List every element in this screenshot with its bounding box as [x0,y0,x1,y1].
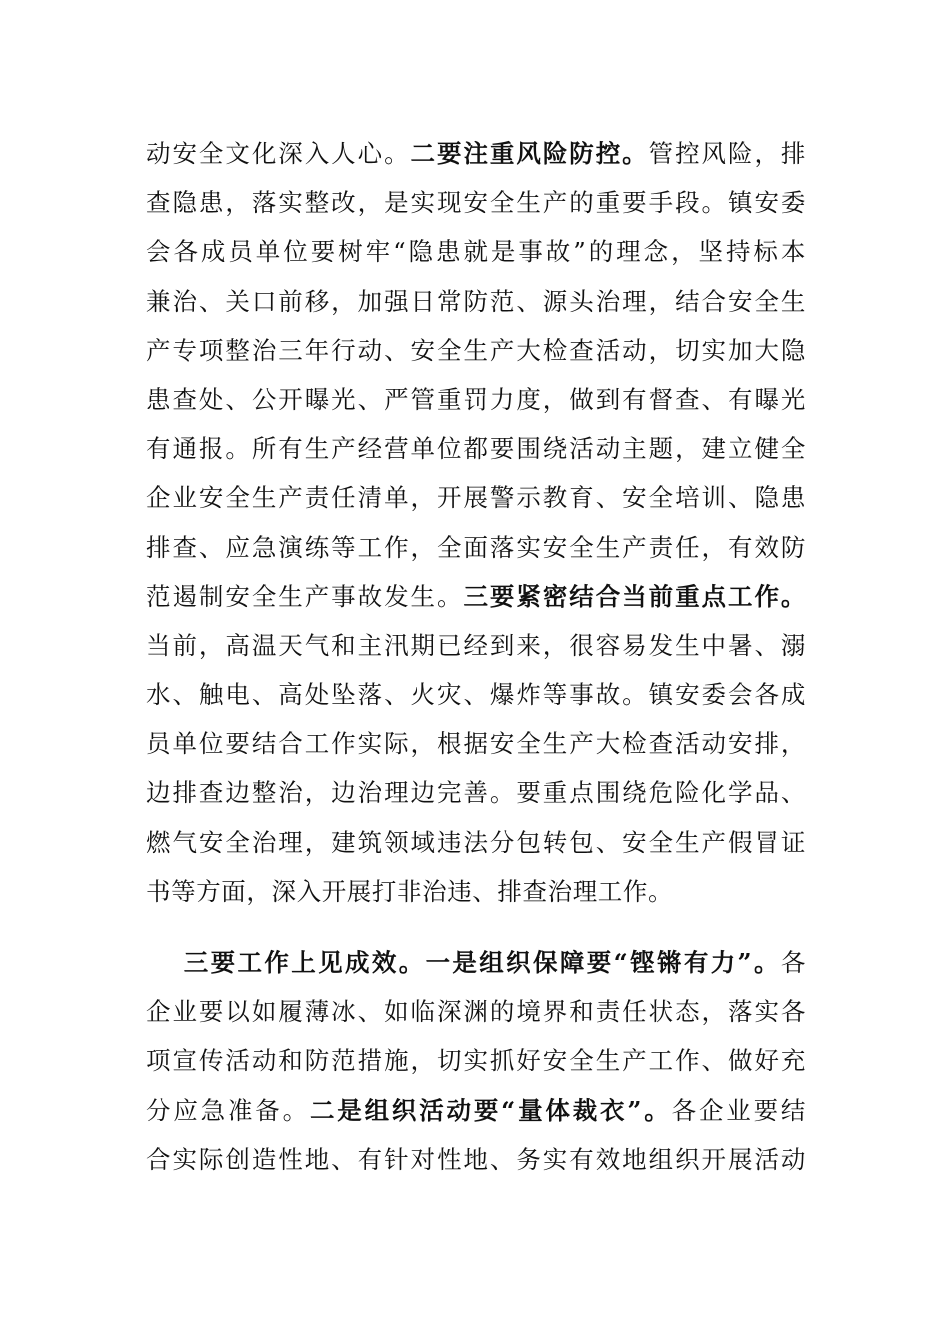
body-text: 有通报。所有生产经营单位都要围绕活动主题，建立健全 [146,434,806,464]
bold-heading-text: 二要注重风险防控。 [410,139,649,168]
text-line [146,987,806,1036]
text-line [146,277,806,326]
text-line [146,178,806,227]
body-text: 燃气安全治理，建筑领域违法分包转包、安全生产假冒证 [146,827,806,857]
text-line [146,424,806,473]
text-line [146,523,806,572]
body-text: 水、触电、高处坠落、火灾、爆炸等事故。镇安委会各成 [146,680,806,710]
text-line [146,1135,806,1184]
body-text: 企业安全生产责任清单，开展警示教育、安全培训、隐患 [146,483,806,513]
text-line [146,1086,806,1135]
body-text: 范遏制安全生产事故发生。 [146,581,464,611]
body-text: 企业要以如履薄冰、如临深渊的境界和责任状态，落实各 [146,997,806,1027]
text-line [146,375,806,424]
body-text: 会各成员单位要树牢“隐患就是事故”的理念，坚持标本 [146,237,806,267]
text-line [146,227,806,276]
paragraph-risk-control [146,129,806,916]
body-text: 管控风险，排 [648,139,806,168]
text-line [146,768,806,817]
body-text: 员单位要结合工作实际，根据安全生产大检查活动安排， [146,729,806,759]
body-text: 合实际创造性地、有针对性地、务实有效地组织开展活动 [146,1144,806,1174]
text-line [146,129,806,178]
text-line [146,572,806,621]
body-text: 各 [780,948,806,977]
body-text: 分应急准备。 [146,1095,310,1125]
body-text: 书等方面，深入开展打非治违、排查治理工作。 [146,876,674,906]
text-line [146,473,806,522]
text-line [146,1036,806,1085]
body-text: 产专项整治三年行动、安全生产大检查活动，切实加大隐 [146,335,806,365]
body-text: 当前，高温天气和主汛期已经到来，很容易发生中暑、溺 [146,630,806,660]
text-line [146,621,806,670]
bold-heading-text: 二是组织活动要“量体裁衣”。 [309,1095,672,1125]
text-line [146,867,806,916]
body-text: 项宣传活动和防范措施，切实抓好安全生产工作、做好充 [146,1046,806,1076]
body-text: 患查处、公开曝光、严管重罚力度，做到有督查、有曝光 [146,384,806,414]
bold-heading-text: 三要紧密结合当前重点工作。 [463,581,806,611]
text-line [146,938,806,987]
text-line [146,719,806,768]
body-text: 排查、应急演练等工作，全面落实安全生产责任，有效防 [146,532,806,562]
text-line [146,818,806,867]
text-line [146,670,806,719]
body-text: 兼治、关口前移，加强日常防范、源头治理，结合安全生 [146,286,806,316]
bold-heading-text: 三要工作上见成效。一是组织保障要“铿锵有力”。 [182,948,781,977]
body-text: 查隐患，落实整改，是实现安全生产的重要手段。镇安委 [146,188,806,218]
body-text: 边排查边整治，边治理边完善。要重点围绕危险化学品、 [146,778,806,808]
body-text: 动安全文化深入人心。 [146,139,411,168]
text-line [146,326,806,375]
body-text: 各企业要结 [671,1095,806,1125]
paragraph-work-results [146,938,806,1184]
